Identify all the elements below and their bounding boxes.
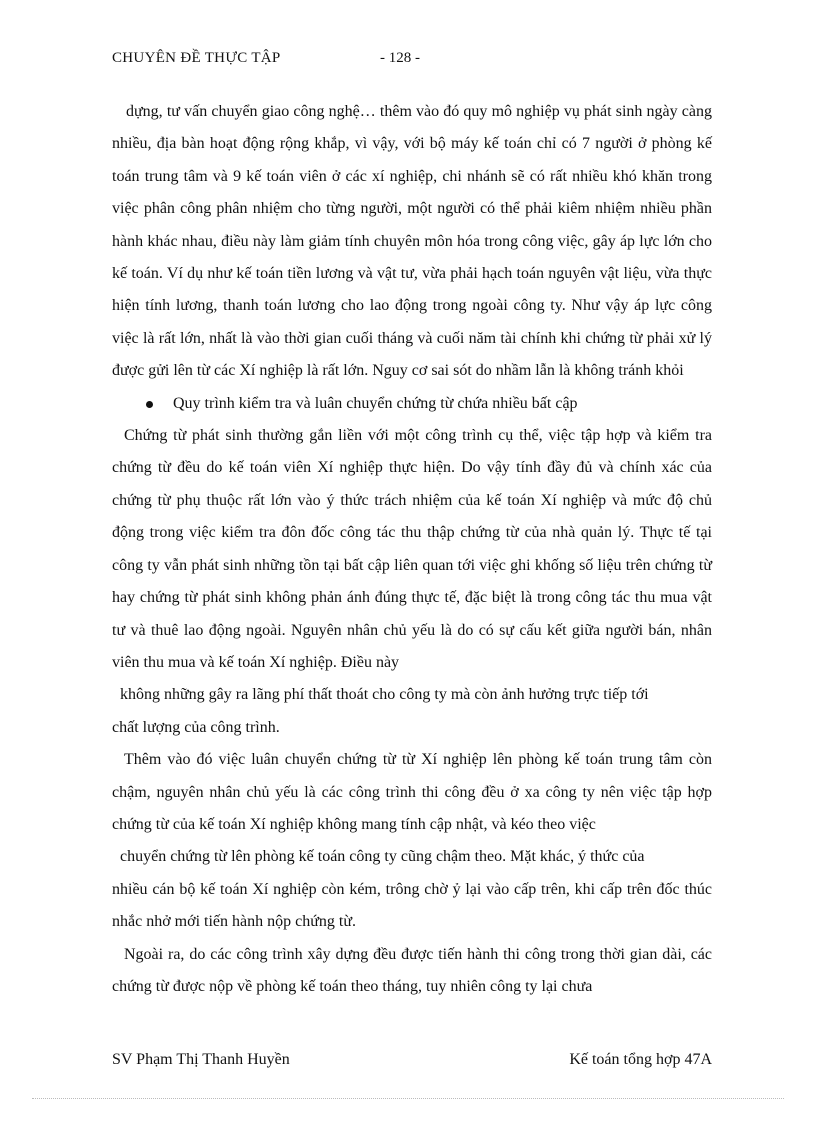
paragraph-4: Ngoài ra, do các công trình xây dựng đều được tiến hành thi công trong thời gian dài, các chứng từ được nộp về phòng kế toán theo tháng, tuy nhiên công ty lại chưa bbox=[112, 945, 712, 995]
page-header bbox=[112, 50, 712, 74]
page-break-divider bbox=[32, 1098, 784, 1099]
paragraph-3: Thêm vào đó việc luân chuyển chứng từ từ Xí nghiệp lên phòng kế toán trung tâm còn chậm, nguyên nhân chủ yếu là các công trình thi công đều ở xa công ty nên việc tập hợp chứng từ của kế toán Xí nghiệp không mang tính cập nhật, và kéo theo việc bbox=[112, 751, 712, 833]
bullet-text: Quy trình kiểm tra và luân chuyển chứng từ chứa nhiều bất cập bbox=[173, 394, 578, 412]
paragraph-2-end: chất lượng của công trình. bbox=[112, 718, 280, 736]
page-footer bbox=[112, 1051, 712, 1075]
paragraph-1: dựng, tư vấn chuyển giao công nghệ… thêm vào đó quy mô nghiệp vụ phát sinh ngày càng nhiều, địa bàn hoạt động rộng khắp, vì vậy, với bộ máy kế toán chỉ có 7 người ở phòng kế toán trung tâm và 9 kế toán viên ở các xí nghiệp, chi nhánh sẽ có rất nhiều khó khăn trong việc phân công phân nhiệm cho từng người, một người có thể phải kiêm nhiệm nhiều phần hành khác nhau, điều này làm giảm tính chuyên môn hóa trong công việc, gây áp lực lớn cho kế toán. Ví dụ như kế toán tiền lương và vật tư, vừa phải hạch toán nguyên vật liệu, vừa thực hiện tính lương, thanh toán lương cho lao động trong ngoài công ty. Như vậy áp lực công việc là rất lớn, nhất là vào thời gian cuối tháng và cuối năm tài chính khi chứng từ phải xử lý được gửi lên từ các Xí nghiệp là rất lớn. Nguy cơ sai sót do nhầm lẫn là không tránh khỏi bbox=[112, 103, 712, 380]
paragraph-3-end: nhiều cán bộ kế toán Xí nghiệp còn kém, trông chờ ỷ lại vào cấp trên, khi cấp trên đốc thúc nhắc nhở mới tiến hành nộp chứng từ. bbox=[112, 880, 712, 931]
bullet-icon bbox=[146, 401, 153, 408]
bullet-item bbox=[112, 388, 712, 420]
footer-author: SV Phạm Thị Thanh Huyền bbox=[112, 1051, 290, 1068]
body-text bbox=[112, 96, 712, 1003]
paragraph-2: Chứng từ phát sinh thường gắn liền với một công trình cụ thể, việc tập hợp và kiểm tra chứng từ đều do kế toán viên Xí nghiệp thực hiện. Do vậy tính đầy đủ và chính xác của chứng từ phụ thuộc rất lớn vào ý thức trách nhiệm của kế toán Xí nghiệp và mức độ chủ động trong việc kiểm tra đôn đốc công tác thu thập chứng từ của nhà quản lý. Thực tế tại công ty vẫn phát sinh những tồn tại bất cập liên quan tới việc ghi khống số liệu trên chứng từ hay chứng từ phát sinh không phản ánh đúng thực tế, đặc biệt là trong công tác thu mua vật tư và thuê lao động ngoài. Nguyên nhân chủ yếu là do có sự cấu kết giữa người bán, nhân viên thu mua và kế toán Xí nghiệp. Điều này bbox=[112, 427, 712, 671]
document-title: CHUYÊN ĐỀ THỰC TẬP bbox=[112, 50, 281, 66]
paragraph-2-line: không những gây ra lãng phí thất thoát cho công ty mà còn ảnh hưởng trực tiếp tới bbox=[120, 686, 649, 704]
page-number: - 128 - bbox=[380, 50, 420, 66]
paragraph-3-line: chuyển chứng từ lên phòng kế toán công ty cũng chậm theo. Mặt khác, ý thức của bbox=[120, 848, 645, 866]
footer-class: Kế toán tổng hợp 47A bbox=[569, 1051, 712, 1068]
